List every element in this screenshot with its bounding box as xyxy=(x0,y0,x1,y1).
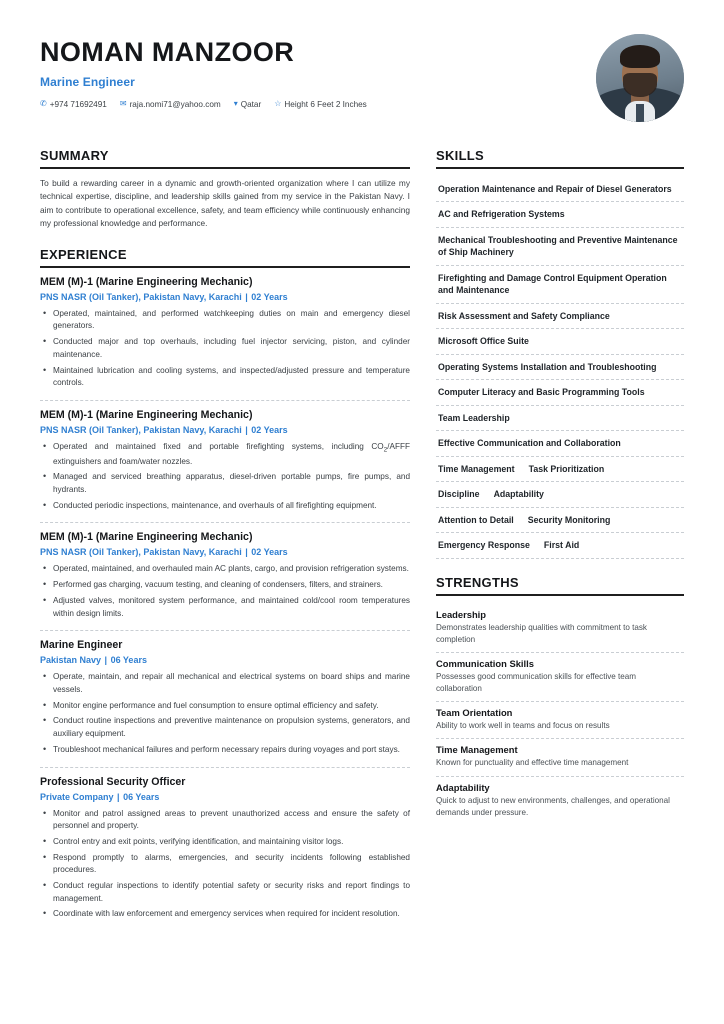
experience-job-org: PNS NASR (Oil Tanker), Pakistan Navy, Karachi xyxy=(40,424,242,435)
skill-item: Mechanical Troubleshooting and Preventive Maintenance of Ship Machinery xyxy=(436,228,684,266)
strength-description: Ability to work well in teams and focus on results xyxy=(436,721,610,731)
experience-item xyxy=(40,276,410,401)
experience-bullet-list xyxy=(40,671,410,756)
meta-separator: | xyxy=(242,547,251,558)
summary-section-title: SUMMARY xyxy=(40,148,410,169)
strengths-section xyxy=(436,575,684,825)
strength-item xyxy=(436,653,684,702)
experience-job-title: Professional Security Officer xyxy=(40,775,186,788)
experience-bullet-list xyxy=(40,563,410,620)
experience-job-duration: 02 Years xyxy=(251,424,288,435)
experience-bullet: • Monitor engine performance and fuel consumption to ensure optimal efficiency and safety. xyxy=(40,700,410,713)
strength-item xyxy=(436,777,684,825)
experience-bullet: • Operated, maintained, and performed watchkeeping duties on main and emergency diesel generators. xyxy=(40,308,410,333)
skill-item: Microsoft Office Suite xyxy=(436,329,684,354)
meta-separator: | xyxy=(102,655,110,666)
skill-item: Effective Communication and Collaboration xyxy=(436,431,684,456)
summary-section xyxy=(40,148,410,231)
skill-item: AC and Refrigeration Systems xyxy=(436,202,684,227)
strength-title: Adaptability xyxy=(436,781,490,793)
experience-bullet: • Conduct routine inspections and preventive maintenance on propulsion systems, generators, and auxiliary equipment. xyxy=(40,715,410,740)
experience-job-org: Pakistan Navy xyxy=(40,655,102,666)
right-column xyxy=(436,148,684,841)
experience-job-duration: 02 Years xyxy=(251,547,288,558)
skill-pair-row xyxy=(436,508,684,533)
skill-item: Security Monitoring xyxy=(527,514,611,525)
resume-header xyxy=(40,34,684,122)
avatar-hair xyxy=(620,45,660,68)
location-pin-icon: ▾ xyxy=(233,99,238,109)
strength-description: Known for punctuality and effective time management xyxy=(436,758,629,768)
experience-item xyxy=(40,639,410,767)
skill-item: Operation Maintenance and Repair of Diesel Generators xyxy=(436,177,684,202)
skill-pair-row xyxy=(436,482,684,507)
experience-bullet: • Respond promptly to alarms, emergencies, and security incidents following established procedures. xyxy=(40,852,410,877)
avatar xyxy=(596,34,684,122)
skill-item: First Aid xyxy=(543,540,580,551)
experience-job-org: Private Company xyxy=(40,791,114,802)
meta-separator: | xyxy=(114,791,123,802)
phone-icon: ✆ xyxy=(40,99,47,109)
strength-item xyxy=(436,739,684,776)
strength-title: Team Orientation xyxy=(436,707,513,719)
experience-bullet: • Managed and serviced breathing apparatus, diesel-driven portable pumps, fire pumps, and hydrants. xyxy=(40,471,410,496)
skill-item: Discipline xyxy=(438,489,480,500)
strength-description: Possesses good communication skills for effective team collaboration xyxy=(436,672,637,694)
experience-job-duration: 06 Years xyxy=(110,655,147,666)
page-title: NOMAN MANZOOR xyxy=(40,37,295,67)
experience-section xyxy=(40,247,410,931)
strength-item xyxy=(436,702,684,739)
experience-bullet-list xyxy=(40,308,410,390)
experience-bullet: • Operated, maintained, and overhauled main AC plants, cargo, and provision refrigeration systems. xyxy=(40,563,410,576)
experience-bullet: • Coordinate with law enforcement and emergency services when required for incident resolution. xyxy=(40,908,410,921)
experience-job-duration: 02 Years xyxy=(251,291,288,302)
experience-bullet: • Operated and maintained fixed and portable firefighting systems, including $CO_2$/AFFF extinguishers and foam/water nozzles. xyxy=(40,441,410,468)
contact-height-text: Height 6 Feet 2 Inches xyxy=(284,99,367,109)
contact-email-text: raja.nomi71@yahoo.com xyxy=(129,99,221,109)
experience-bullet-list xyxy=(40,441,410,513)
resume-body xyxy=(40,148,684,947)
job-role-subtitle: Marine Engineer xyxy=(40,74,135,89)
left-column xyxy=(40,148,410,947)
experience-section-title: EXPERIENCE xyxy=(40,247,410,268)
height-star-icon: ☆ xyxy=(274,99,282,109)
strength-description: Quick to adjust to new environments, challenges, and operational demands under pressure. xyxy=(436,795,670,817)
skills-section-title: SKILLS xyxy=(436,148,684,169)
skill-pair-row xyxy=(436,457,684,482)
experience-item xyxy=(40,776,410,932)
strength-title: Communication Skills xyxy=(436,658,534,670)
avatar-beard xyxy=(623,73,656,98)
experience-job-meta xyxy=(40,292,410,302)
experience-job-org: PNS NASR (Oil Tanker), Pakistan Navy, Karachi xyxy=(40,291,242,302)
contact-location xyxy=(234,100,262,109)
experience-bullet: • Operate, maintain, and repair all mechanical and electrical systems on board ships and marine vessels. xyxy=(40,671,410,696)
contact-phone[interactable] xyxy=(40,100,107,109)
experience-item xyxy=(40,531,410,631)
experience-bullet-list xyxy=(40,808,410,922)
experience-bullet: • Control entry and exit points, verifying identification, and maintaining visitor logs. xyxy=(40,836,410,849)
experience-bullet: • Conducted periodic inspections, maintenance, and overhauls of all firefighting equipment. xyxy=(40,500,410,513)
experience-job-org: PNS NASR (Oil Tanker), Pakistan Navy, Karachi xyxy=(40,547,242,558)
experience-bullet: • Conduct regular inspections to identify potential safety or security risks and report findings to management. xyxy=(40,880,410,905)
skill-item: Emergency Response xyxy=(438,540,530,551)
email-icon: ✉ xyxy=(119,99,127,109)
experience-item xyxy=(40,409,410,524)
contact-row xyxy=(40,100,367,109)
experience-job-meta xyxy=(40,792,410,802)
experience-bullet: • Adjusted valves, monitored system performance, and maintained cold/cool room temperatures within design limits. xyxy=(40,595,410,620)
skill-item: Attention to Detail xyxy=(438,514,514,525)
meta-separator: | xyxy=(242,291,251,302)
experience-job-meta xyxy=(40,547,410,557)
skills-section xyxy=(436,148,684,559)
experience-job-title: MEM (M)-1 (Marine Engineering Mechanic) xyxy=(40,531,253,544)
contact-height xyxy=(274,100,367,109)
skill-item: Team Leadership xyxy=(436,406,684,431)
skill-pair-row xyxy=(436,533,684,558)
experience-bullet: • Troubleshoot mechanical failures and perform necessary repairs during voyages and port stays. xyxy=(40,744,410,757)
experience-bullet: • Performed gas charging, vacuum testing, and cleaning of condensers, filters, and strainers. xyxy=(40,579,410,592)
skill-item: Risk Assessment and Safety Compliance xyxy=(436,304,684,329)
experience-job-duration: 06 Years xyxy=(123,791,160,802)
skill-item: Firefighting and Damage Control Equipment Operation and Maintenance xyxy=(436,266,684,304)
skill-item: Adaptability xyxy=(493,489,544,500)
experience-job-title: MEM (M)-1 (Marine Engineering Mechanic) xyxy=(40,275,253,288)
summary-text: To build a rewarding career in a dynamic and growth-oriented organization where I can utilize my technical expertise, discipline, and leadership skills gained from my service in the Pakistan Navy. I aim to contribute to operational excellence, safety, and team efficiency while continuously enhancing my professional knowledge and performance. xyxy=(40,178,410,229)
avatar-tie xyxy=(636,104,643,122)
strengths-section-title: STRENGTHS xyxy=(436,575,684,596)
experience-bullet: • Conducted major and top overhauls, including fuel injector servicing, piston, and cylinder maintenance. xyxy=(40,336,410,361)
contact-location-text: Qatar xyxy=(240,99,262,109)
contact-phone-text: +974 71692491 xyxy=(49,99,107,109)
skill-item: Time Management xyxy=(438,463,515,474)
skill-item: Task Prioritization xyxy=(528,463,605,474)
strength-title: Time Management xyxy=(436,744,518,756)
experience-job-title: Marine Engineer xyxy=(40,639,123,652)
contact-email[interactable] xyxy=(120,100,221,109)
strength-title: Leadership xyxy=(436,608,487,620)
experience-bullet: • Monitor and patrol assigned areas to prevent unauthorized access and ensure the safety of personnel and property. xyxy=(40,808,410,833)
experience-job-meta xyxy=(40,655,410,665)
experience-bullet: • Maintained lubrication and cooling systems, and inspected/adjusted pressure and temperature controls. xyxy=(40,365,410,390)
header-text-block xyxy=(40,34,367,109)
skill-item: Operating Systems Installation and Troubleshooting xyxy=(436,355,684,380)
strength-item xyxy=(436,604,684,653)
experience-job-meta xyxy=(40,425,410,435)
experience-job-title: MEM (M)-1 (Marine Engineering Mechanic) xyxy=(40,408,253,421)
skill-item: Computer Literacy and Basic Programming Tools xyxy=(436,380,684,405)
strength-description: Demonstrates leadership qualities with commitment to task completion xyxy=(436,622,647,644)
meta-separator: | xyxy=(242,424,251,435)
